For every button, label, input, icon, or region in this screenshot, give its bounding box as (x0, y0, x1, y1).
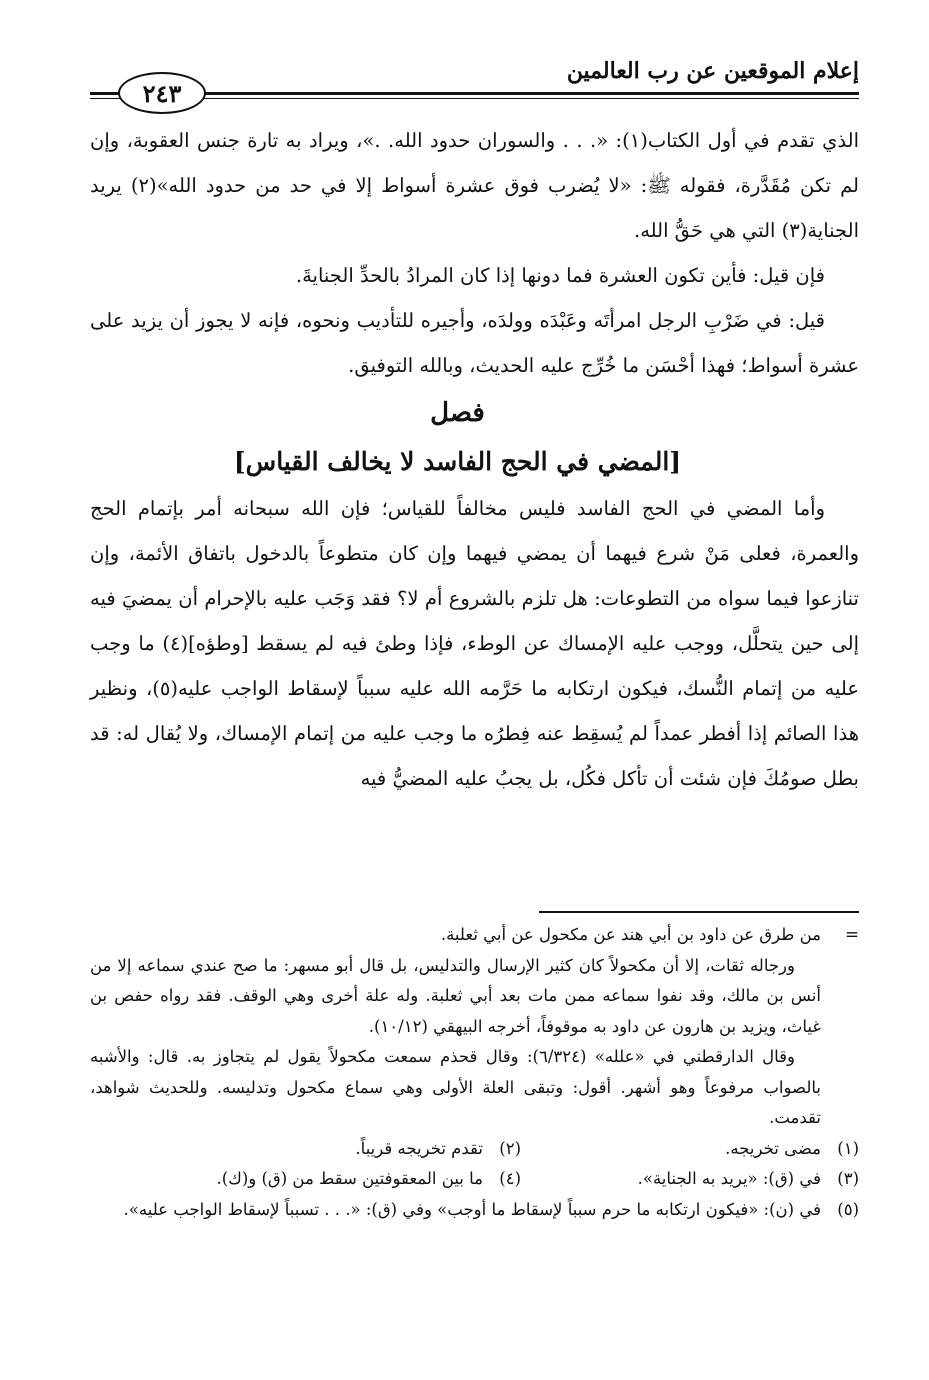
footnote-4-number: (٤) (499, 1169, 521, 1188)
footnote-1-text: مضى تخريجه. (725, 1138, 821, 1158)
footnote-5-text: في (ن): «فيكون ارتكابه ما حرم سبباً لإسقاط ما أوجب» وفي (ق): «. . . تسبباً لإسقاط الواجب عليه». (123, 1199, 821, 1219)
main-text (90, 118, 859, 801)
paragraph-2: فإن قيل: فأين تكون العشرة فما دونها إذا كان المرادُ بالحدِّ الجنايةَ. (295, 264, 825, 287)
page-header (90, 50, 859, 106)
footnote-3-number: (٣) (837, 1169, 859, 1188)
header-rule-thin (90, 98, 859, 99)
footnote-2-number: (٢) (499, 1138, 521, 1158)
footnotes (90, 920, 859, 1225)
continuation-text: من طرق عن داود بن أبي هند عن مكحول عن أبي ثعلبة. (440, 925, 821, 944)
paragraph-4: وأما المضي في الحج الفاسد فليس مخالفاً للقياس؛ فإن الله سبحانه أمر بإتمام الحج والعمرة، فعلى مَنْ شرع فيهما أن يمضي فيهما وإن كان متطوعاً بالدخول باتفاق الأئمة، وإن تنازعوا فيما سواه من التطوعات: هل تلزم بالشروع أم لا؟ فقد وَجَب عليه بالإحرام أن يمضيَ فيه إلى حين يتحلَّل، ووجب عليه الإمساك عن الوطء، فإذا وطئ فيه لم يسقط [وطؤه](٤) ما وجب عليه من إتمام النُّسك، فيكون ارتكابه ما حَرَّمه الله عليه سبباً لإسقاط الواجب عليه(٥)، ونظير هذا الصائم إذا أفطر عمداً لم يُسقِط عنه فِطرُه ما وجب عليه من إتمام الإمساك، ولا يُقال له: قد بطل صومُكَ فإن شئت أن تأكل فكُل، بل يجبُ عليه المضيُّ فيه (90, 497, 859, 790)
continuation-mark: = (845, 925, 859, 944)
paragraph-1: الذي تقدم في أول الكتاب(١): «. . . والسوران حدود الله. .»، ويراد به تارة جنس العقوبة، وإن لم تكن مُقَدَّرة، فقوله ﷺ: «لا يُضرب فوق عشرة أسواط إلا في حد من حدود الله»(٢) يريد الجناية(٣) التي هي حَقُّ الله. (90, 129, 859, 242)
footnote-continuation (90, 920, 859, 951)
footnote-row-1-2 (90, 1134, 859, 1165)
footnote-5 (90, 1195, 859, 1226)
footnote-paragraph-a: ورجاله ثقات، إلا أن مكحولاً كان كثير الإرسال والتدليس، بل قال أبو مسهر: ما صح عندي سماعه إلا من أنس بن مالك، وقد نفوا سماعه ممن مات بعد أبي ثعلبة. وله علة أخرى وهي الوقف. فقد رواه حفص بن غياث، ويزيد بن هارون عن داود به موقوفاً، أخرجه البيهقي (١٠/١٢). (90, 955, 821, 1036)
footnote-5-number: (٥) (837, 1199, 859, 1219)
footnote-3-text: في (ق): «يريد به الجناية». (637, 1169, 821, 1188)
footnote-row-3-4 (90, 1164, 859, 1195)
footnote-paragraph-b: وقال الدارقطني في «علله» (٦/٣٢٤): وقال قحذم سمعت مكحولاً يقول لم يتجاوز به. قال: والأشبه بالصواب مرفوعاً وهو أشهر. أقول: وتبقى العلة الأولى وهي سماع مكحول وتدليسه. وللحديث شواهد، تقدمت. (90, 1047, 821, 1127)
running-title: إعلام الموقعين عن رب العالمين (566, 58, 859, 84)
section-title: فصل (430, 398, 485, 428)
page-number: ٢٤٣ (118, 72, 206, 114)
paragraph-3: قيل: في ضَرْبِ الرجل امرأتَه وعَبْدَه وولدَه، وأجيره للتأديب ونحوه، فإنه لا يجوز أن يزيد على عشرة أسواط؛ فهذا أحْسَن ما خُرِّج عليه الحديث، وبالله التوفيق. (90, 309, 859, 377)
section-subtitle: [المضي في الحج الفاسد لا يخالف القياس] (233, 447, 682, 476)
footnote-4-text: ما بين المعقوفتين سقط من (ق) و(ك). (216, 1169, 483, 1188)
footnote-2-text: تقدم تخريجه قريباً. (355, 1138, 483, 1158)
footnote-separator (539, 911, 859, 913)
footnote-1-number: (١) (837, 1138, 859, 1158)
